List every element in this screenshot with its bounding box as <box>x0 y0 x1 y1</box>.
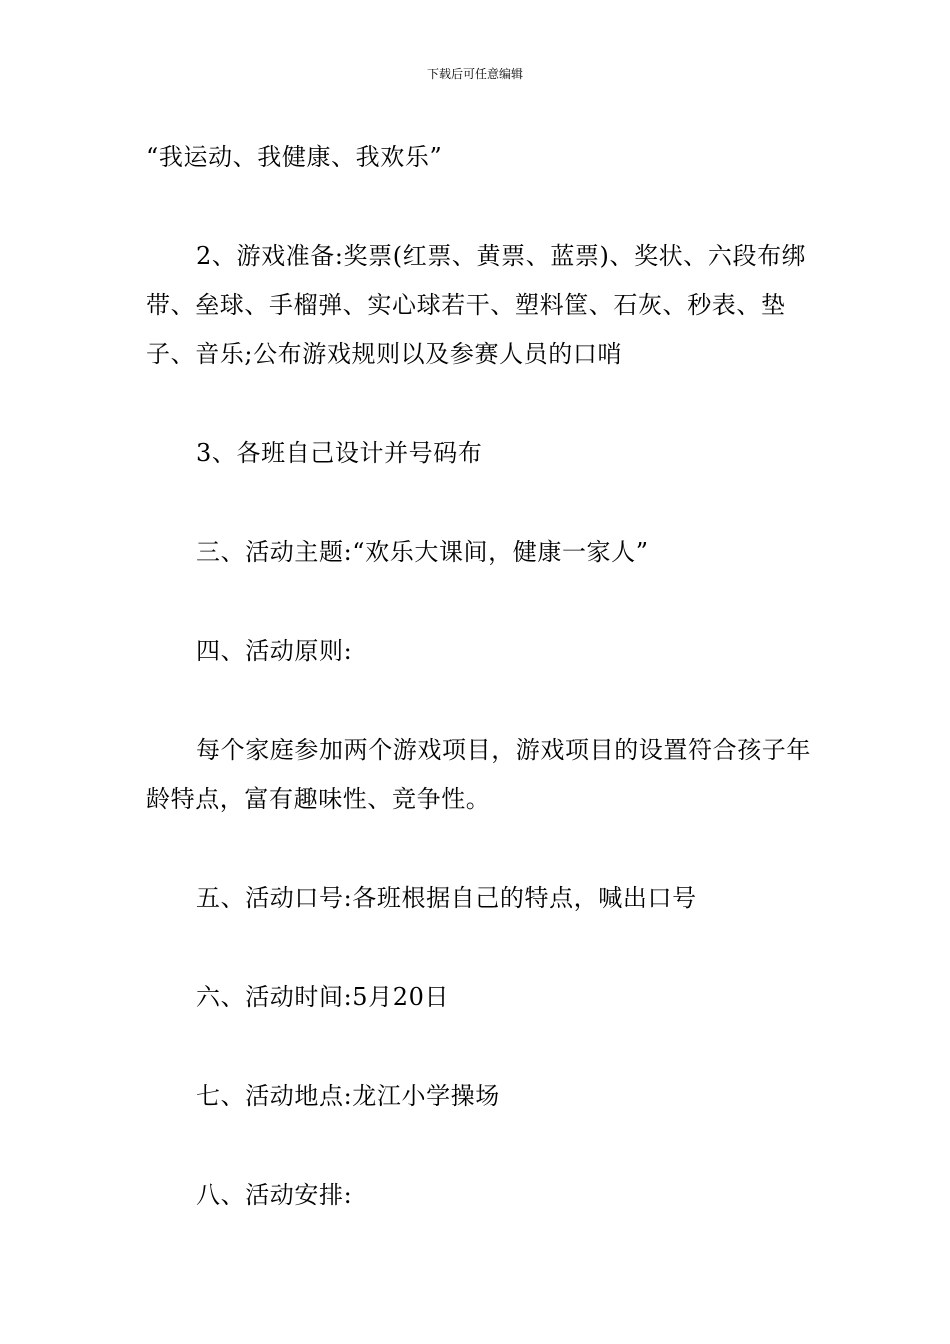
game-preparation-paragraph: 2、游戏准备:奖票(红票、黄票、蓝票)、奖状、六段布绑带、垒球、手榴弹、实心球若干、塑料筐、石灰、秒表、垫子、音乐;公布游戏规则以及参赛人员的口哨 <box>146 242 807 368</box>
activity-location-heading: 七、活动地点:龙江小学操场 <box>196 1082 500 1110</box>
activity-theme-heading: 三、活动主题:“欢乐大课间，健康一家人” <box>196 538 649 566</box>
activity-arrangement-heading: 八、活动安排: <box>196 1181 353 1209</box>
activity-principle-paragraph: 每个家庭参加两个游戏项目，游戏项目的设置符合孩子年龄特点，富有趣味性、竞争性。 <box>146 736 811 813</box>
slogan-paragraph: “我运动、我健康、我欢乐” <box>146 143 443 171</box>
activity-time-heading: 六、活动时间:5月20日 <box>196 983 450 1011</box>
document-body <box>146 133 816 1220</box>
number-cloth-paragraph: 3、各班自己设计并号码布 <box>196 439 483 467</box>
activity-principle-heading: 四、活动原则: <box>196 637 353 665</box>
page-header-note: 下载后可任意编辑 <box>426 67 523 81</box>
activity-slogan-heading: 五、活动口号:各班根据自己的特点，喊出口号 <box>196 884 697 912</box>
